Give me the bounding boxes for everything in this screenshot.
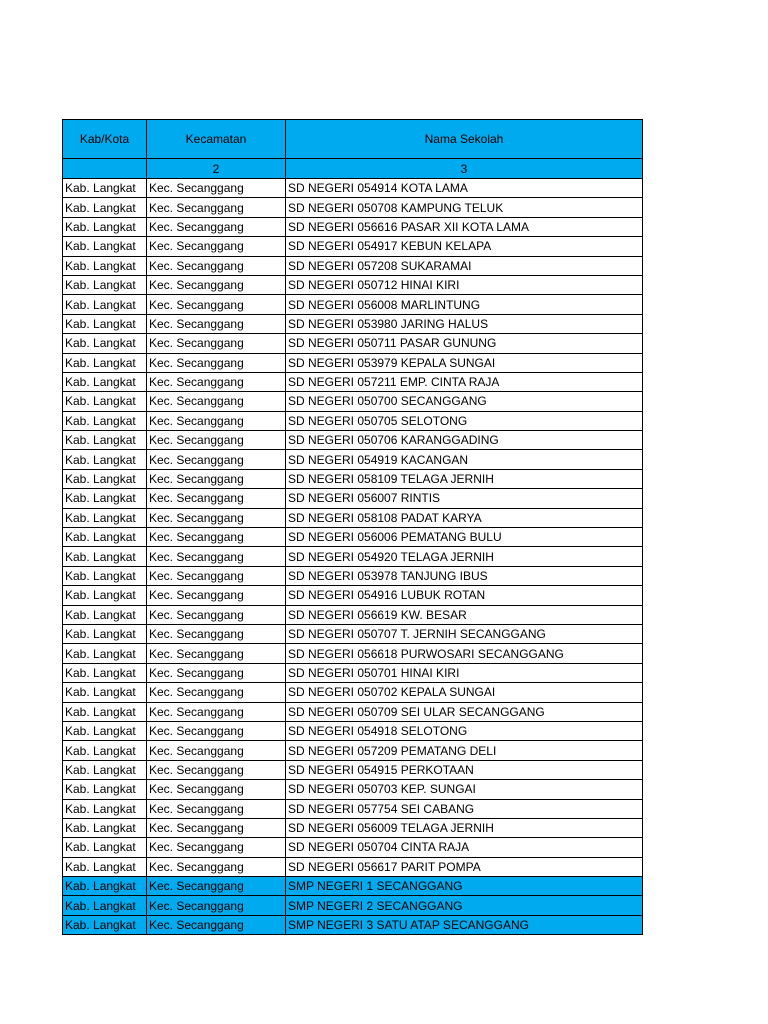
cell-nama-sekolah: SD NEGERI 050705 SELOTONG (286, 411, 643, 430)
table-row (63, 683, 643, 702)
cell-kab-kota: Kab. Langkat (63, 372, 147, 391)
cell-nama-sekolah: SD NEGERI 054919 KACANGAN (286, 450, 643, 469)
cell-kab-kota: Kab. Langkat (63, 721, 147, 740)
table-row (63, 877, 643, 896)
cell-nama-sekolah: SD NEGERI 050702 KEPALA SUNGAI (286, 683, 643, 702)
table-row (63, 547, 643, 566)
cell-nama-sekolah: SD NEGERI 056618 PURWOSARI SECANGGANG (286, 644, 643, 663)
cell-kab-kota: Kab. Langkat (63, 799, 147, 818)
cell-kecamatan: Kec. Secanggang (147, 295, 286, 314)
cell-kecamatan: Kec. Secanggang (147, 217, 286, 236)
subheader-col-1 (63, 159, 147, 179)
table-row (63, 644, 643, 663)
cell-kab-kota: Kab. Langkat (63, 489, 147, 508)
cell-kecamatan: Kec. Secanggang (147, 877, 286, 896)
cell-nama-sekolah: SD NEGERI 058109 TELAGA JERNIH (286, 469, 643, 488)
cell-kecamatan: Kec. Secanggang (147, 741, 286, 760)
cell-nama-sekolah: SD NEGERI 053978 TANJUNG IBUS (286, 566, 643, 585)
cell-nama-sekolah: SD NEGERI 050711 PASAR GUNUNG (286, 334, 643, 353)
cell-nama-sekolah: SD NEGERI 050704 CINTA RAJA (286, 838, 643, 857)
cell-kab-kota: Kab. Langkat (63, 644, 147, 663)
cell-nama-sekolah: SD NEGERI 050707 T. JERNIH SECANGGANG (286, 624, 643, 643)
cell-kecamatan: Kec. Secanggang (147, 547, 286, 566)
table-row (63, 605, 643, 624)
table-row (63, 256, 643, 275)
cell-nama-sekolah: SD NEGERI 057211 EMP. CINTA RAJA (286, 372, 643, 391)
cell-kecamatan: Kec. Secanggang (147, 896, 286, 915)
cell-nama-sekolah: SD NEGERI 056616 PASAR XII KOTA LAMA (286, 217, 643, 236)
table-row (63, 624, 643, 643)
cell-kecamatan: Kec. Secanggang (147, 702, 286, 721)
cell-nama-sekolah: SD NEGERI 056008 MARLINTUNG (286, 295, 643, 314)
cell-kecamatan: Kec. Secanggang (147, 780, 286, 799)
cell-nama-sekolah: SD NEGERI 054915 PERKOTAAN (286, 760, 643, 779)
subheader-row (63, 159, 643, 179)
cell-kab-kota: Kab. Langkat (63, 586, 147, 605)
table-header (63, 120, 643, 179)
cell-kab-kota: Kab. Langkat (63, 450, 147, 469)
cell-kab-kota: Kab. Langkat (63, 334, 147, 353)
cell-kecamatan: Kec. Secanggang (147, 179, 286, 198)
table-row (63, 392, 643, 411)
cell-kecamatan: Kec. Secanggang (147, 586, 286, 605)
table-row (63, 799, 643, 818)
cell-kab-kota: Kab. Langkat (63, 275, 147, 294)
table-row (63, 353, 643, 372)
cell-nama-sekolah: SD NEGERI 050701 HINAI KIRI (286, 663, 643, 682)
table-row (63, 586, 643, 605)
cell-nama-sekolah: SD NEGERI 050712 HINAI KIRI (286, 275, 643, 294)
header-nama-sekolah: Nama Sekolah (286, 120, 643, 159)
table-row (63, 334, 643, 353)
table-row (63, 702, 643, 721)
cell-kab-kota: Kab. Langkat (63, 566, 147, 585)
table-row (63, 663, 643, 682)
cell-nama-sekolah: SD NEGERI 050709 SEI ULAR SECANGGANG (286, 702, 643, 721)
cell-kecamatan: Kec. Secanggang (147, 624, 286, 643)
cell-kecamatan: Kec. Secanggang (147, 353, 286, 372)
cell-kab-kota: Kab. Langkat (63, 547, 147, 566)
cell-kecamatan: Kec. Secanggang (147, 469, 286, 488)
cell-kab-kota: Kab. Langkat (63, 295, 147, 314)
table-row (63, 411, 643, 430)
cell-kab-kota: Kab. Langkat (63, 256, 147, 275)
cell-nama-sekolah: SMP NEGERI 1 SECANGGANG (286, 877, 643, 896)
cell-kecamatan: Kec. Secanggang (147, 760, 286, 779)
cell-kecamatan: Kec. Secanggang (147, 799, 286, 818)
header-kab-kota: Kab/Kota (63, 120, 147, 159)
table-row (63, 857, 643, 876)
table-body (63, 179, 643, 935)
cell-kab-kota: Kab. Langkat (63, 624, 147, 643)
cell-nama-sekolah: SD NEGERI 054920 TELAGA JERNIH (286, 547, 643, 566)
cell-kecamatan: Kec. Secanggang (147, 334, 286, 353)
cell-kecamatan: Kec. Secanggang (147, 838, 286, 857)
cell-nama-sekolah: SD NEGERI 054918 SELOTONG (286, 721, 643, 740)
cell-kecamatan: Kec. Secanggang (147, 644, 286, 663)
cell-kab-kota: Kab. Langkat (63, 605, 147, 624)
cell-nama-sekolah: SD NEGERI 057754 SEI CABANG (286, 799, 643, 818)
cell-kab-kota: Kab. Langkat (63, 411, 147, 430)
cell-nama-sekolah: SD NEGERI 057209 PEMATANG DELI (286, 741, 643, 760)
cell-kab-kota: Kab. Langkat (63, 217, 147, 236)
cell-nama-sekolah: SD NEGERI 058108 PADAT KARYA (286, 508, 643, 527)
table-row (63, 489, 643, 508)
cell-kab-kota: Kab. Langkat (63, 508, 147, 527)
cell-kecamatan: Kec. Secanggang (147, 275, 286, 294)
cell-kab-kota: Kab. Langkat (63, 528, 147, 547)
header-row (63, 120, 643, 159)
cell-kab-kota: Kab. Langkat (63, 857, 147, 876)
cell-nama-sekolah: SD NEGERI 056009 TELAGA JERNIH (286, 818, 643, 837)
table-row (63, 237, 643, 256)
cell-kecamatan: Kec. Secanggang (147, 818, 286, 837)
cell-kab-kota: Kab. Langkat (63, 683, 147, 702)
cell-nama-sekolah: SD NEGERI 050700 SECANGGANG (286, 392, 643, 411)
cell-kab-kota: Kab. Langkat (63, 760, 147, 779)
table-row (63, 780, 643, 799)
cell-kecamatan: Kec. Secanggang (147, 256, 286, 275)
table-row (63, 896, 643, 915)
cell-nama-sekolah: SD NEGERI 056619 KW. BESAR (286, 605, 643, 624)
cell-kecamatan: Kec. Secanggang (147, 431, 286, 450)
cell-kab-kota: Kab. Langkat (63, 915, 147, 934)
cell-nama-sekolah: SD NEGERI 054916 LUBUK ROTAN (286, 586, 643, 605)
table-row (63, 915, 643, 934)
cell-kecamatan: Kec. Secanggang (147, 450, 286, 469)
table-row (63, 760, 643, 779)
cell-kecamatan: Kec. Secanggang (147, 528, 286, 547)
cell-nama-sekolah: SD NEGERI 053979 KEPALA SUNGAI (286, 353, 643, 372)
table-row (63, 721, 643, 740)
cell-nama-sekolah: SD NEGERI 056007 RINTIS (286, 489, 643, 508)
table-row (63, 528, 643, 547)
cell-kab-kota: Kab. Langkat (63, 179, 147, 198)
school-table (62, 119, 643, 935)
table-row (63, 450, 643, 469)
cell-kab-kota: Kab. Langkat (63, 237, 147, 256)
cell-kab-kota: Kab. Langkat (63, 780, 147, 799)
cell-nama-sekolah: SD NEGERI 054914 KOTA LAMA (286, 179, 643, 198)
cell-kab-kota: Kab. Langkat (63, 741, 147, 760)
cell-kab-kota: Kab. Langkat (63, 896, 147, 915)
table-row (63, 198, 643, 217)
cell-nama-sekolah: SD NEGERI 057208 SUKARAMAI (286, 256, 643, 275)
cell-kecamatan: Kec. Secanggang (147, 237, 286, 256)
table-row (63, 275, 643, 294)
cell-kab-kota: Kab. Langkat (63, 198, 147, 217)
subheader-col-2: 2 (147, 159, 286, 179)
cell-nama-sekolah: SD NEGERI 050708 KAMPUNG TELUK (286, 198, 643, 217)
cell-kab-kota: Kab. Langkat (63, 469, 147, 488)
cell-kab-kota: Kab. Langkat (63, 353, 147, 372)
cell-kab-kota: Kab. Langkat (63, 877, 147, 896)
cell-nama-sekolah: SD NEGERI 053980 JARING HALUS (286, 314, 643, 333)
table-row (63, 469, 643, 488)
table-row (63, 818, 643, 837)
cell-kecamatan: Kec. Secanggang (147, 489, 286, 508)
table-row (63, 508, 643, 527)
cell-kecamatan: Kec. Secanggang (147, 566, 286, 585)
subheader-col-3: 3 (286, 159, 643, 179)
header-kecamatan: Kecamatan (147, 120, 286, 159)
cell-kecamatan: Kec. Secanggang (147, 508, 286, 527)
table-row (63, 217, 643, 236)
table-row (63, 295, 643, 314)
cell-kecamatan: Kec. Secanggang (147, 392, 286, 411)
cell-kab-kota: Kab. Langkat (63, 663, 147, 682)
cell-kab-kota: Kab. Langkat (63, 392, 147, 411)
cell-kecamatan: Kec. Secanggang (147, 915, 286, 934)
cell-kecamatan: Kec. Secanggang (147, 411, 286, 430)
cell-kecamatan: Kec. Secanggang (147, 663, 286, 682)
cell-kab-kota: Kab. Langkat (63, 314, 147, 333)
cell-kab-kota: Kab. Langkat (63, 838, 147, 857)
cell-kecamatan: Kec. Secanggang (147, 372, 286, 391)
cell-kecamatan: Kec. Secanggang (147, 314, 286, 333)
cell-kecamatan: Kec. Secanggang (147, 605, 286, 624)
table-row (63, 838, 643, 857)
table-row (63, 179, 643, 198)
cell-kecamatan: Kec. Secanggang (147, 198, 286, 217)
cell-nama-sekolah: SD NEGERI 054917 KEBUN KELAPA (286, 237, 643, 256)
table-row (63, 431, 643, 450)
cell-kecamatan: Kec. Secanggang (147, 683, 286, 702)
table-row (63, 566, 643, 585)
cell-nama-sekolah: SD NEGERI 050706 KARANGGADING (286, 431, 643, 450)
cell-kab-kota: Kab. Langkat (63, 431, 147, 450)
cell-nama-sekolah: SMP NEGERI 2 SECANGGANG (286, 896, 643, 915)
cell-kecamatan: Kec. Secanggang (147, 857, 286, 876)
table-row (63, 372, 643, 391)
cell-nama-sekolah: SD NEGERI 056006 PEMATANG BULU (286, 528, 643, 547)
cell-kab-kota: Kab. Langkat (63, 702, 147, 721)
cell-nama-sekolah: SD NEGERI 056617 PARIT POMPA (286, 857, 643, 876)
cell-kab-kota: Kab. Langkat (63, 818, 147, 837)
table-row (63, 314, 643, 333)
table-row (63, 741, 643, 760)
cell-kecamatan: Kec. Secanggang (147, 721, 286, 740)
cell-nama-sekolah: SMP NEGERI 3 SATU ATAP SECANGGANG (286, 915, 643, 934)
cell-nama-sekolah: SD NEGERI 050703 KEP. SUNGAI (286, 780, 643, 799)
